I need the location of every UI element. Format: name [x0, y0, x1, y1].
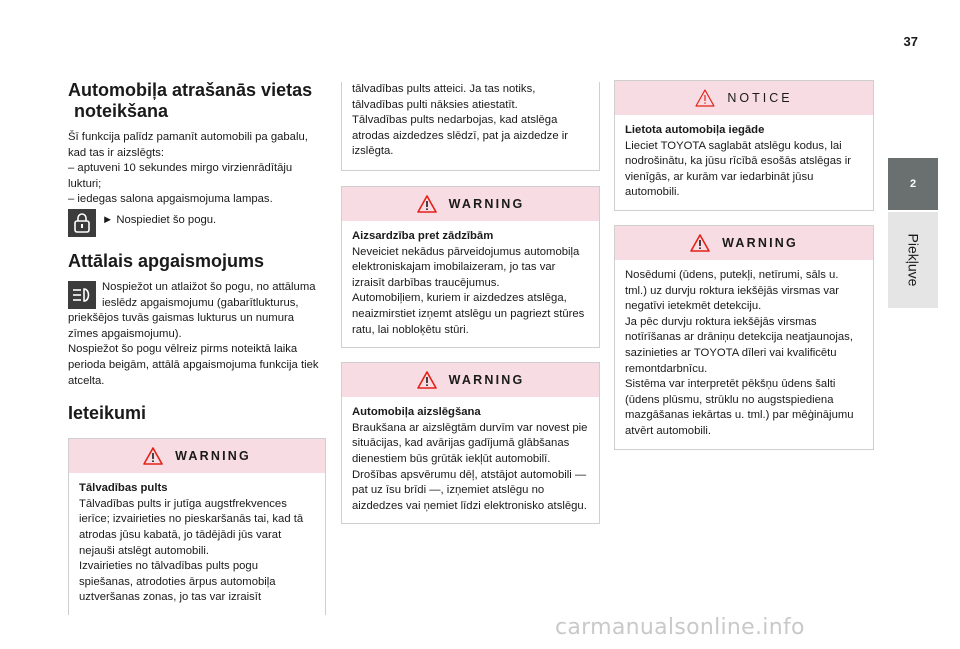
notice-icon — [695, 89, 715, 107]
warning-title: WARNING — [722, 235, 798, 250]
warning-icon — [143, 447, 163, 465]
heading-line-2: noteikšana — [74, 101, 169, 121]
warning-box-remote-continued — [341, 82, 600, 171]
section-heading-remote-lighting: Attālais apgaismojums — [68, 250, 265, 271]
column-2 — [341, 82, 600, 524]
warning-text: Tālvadības pults ir jutīga augstfrekvences ierīce; izvairieties no pieskaršanās tai, kad tā atrodas jūsu kabatā, jo tādējādi jūs varat nejauši atslēgt automobili. — [79, 497, 304, 557]
warning-body — [615, 260, 873, 449]
warning-icon — [417, 371, 437, 389]
warning-text: Tālvadības pults nedarbojas, kad atslēga atrodas aizdedzes slēdzī, pat ja aizdedze ir izslēgta. — [352, 114, 569, 158]
section-heading-recommendations: Ieteikumi — [68, 403, 147, 424]
chapter-tab[interactable]: 2 — [888, 158, 938, 210]
warning-body — [342, 397, 599, 523]
warning-text: Ja pēc durvju roktura iekšējās virsmas notīrīšanas ar drāniņu detekcija neatjaunojas, sazinieties ar TOYOTA dīleri vai kvalificētu remontdarbnīcu. — [625, 315, 853, 375]
notice-body — [615, 115, 873, 210]
headlight-button-icon — [68, 281, 96, 309]
press-instruction — [68, 209, 326, 237]
warning-header — [342, 363, 599, 397]
page-number: 37 — [903, 34, 918, 49]
warning-box-door-handle — [614, 225, 874, 450]
lock-button-icon — [68, 209, 96, 237]
warning-text: Nosēdumi (ūdens, putekļi, netīrumi, sāls u. tml.) uz durvju roktura iekšējās virsmas var negatīvi ietekmēt detekciju. — [625, 268, 840, 313]
notice-title: NOTICE — [727, 91, 793, 105]
warning-body — [342, 221, 599, 347]
warning-text: Drošības apsvērumu dēļ, atstājot automobili — pat uz īsu brīdi —, izņemiet atslēgu no aizdedzes vai ņemiet līdzi elektronisko atslēgu. — [352, 468, 587, 512]
warning-subtitle: Automobiļa aizslēgšana — [352, 406, 481, 419]
warning-title: WARNING — [448, 196, 525, 211]
chapter-label-text: Piekļuve — [905, 233, 922, 287]
warning-icon — [690, 234, 710, 252]
warning-text: Braukšana ar aizslēgtām durvīm var novest pie situācijas, kad avārijas gadījumā glābšanas dienestiem būs grūtāk iekļūt automobilī. — [352, 421, 588, 465]
warning-box-locking — [341, 362, 600, 524]
warning-title: WARNING — [448, 373, 525, 388]
warning-text: Izvairieties no tālvadības pults pogu spiešanas, atrodoties ārpus automobiļa uztveršanas zonas, jo tas var izraisīt — [79, 560, 276, 604]
remote-lighting-block — [68, 280, 326, 389]
notice-subtitle: Lietota automobiļa iegāde — [625, 124, 765, 136]
warning-box-remote — [68, 438, 326, 615]
warning-icon — [417, 195, 437, 213]
intro-text: Šī funkcija palīdz pamanīt automobili pa gabalu, kad tas ir aizslēgts: — [68, 131, 308, 159]
section-heading-vehicle-locating — [68, 80, 326, 122]
press-text: ► Nospiediet šo pogu. — [102, 213, 217, 226]
warning-title: WARNING — [175, 449, 251, 464]
chapter-label — [888, 212, 938, 308]
remote-lighting-cancel-text: Nospiežot šo pogu vēlreiz pirms noteiktā laika perioda beigām, attālā apgaismojuma funkcija tiek atcelta. — [68, 343, 319, 387]
watermark: carmanualsonline.info — [555, 615, 805, 640]
warning-box-antitheft — [341, 186, 600, 348]
notice-text: Lieciet TOYOTA saglabāt atslēgu kodus, lai nodrošinātu, ka jūsu rīcībā esošās atslēgas ir vienīgās, ar kurām var iedarbināt jūsu automobili. — [625, 139, 852, 199]
warning-header — [69, 439, 325, 473]
warning-subtitle: Aizsardzība pret zādzībām — [352, 229, 494, 242]
warning-text: Neveiciet nekādus pārveidojumus automobiļa elektroniskajam imobilaizeram, jo tas var izraisīt darbības traucējumus. — [352, 245, 580, 289]
bullet-item: – iedegas salona apgaismojuma lampas. — [68, 193, 273, 206]
remote-lighting-text: Nospiežot un atlaižot šo pogu, no attāluma ieslēdz apgaismojumu (gabarītlukturus, priekšējos tuvās gaismas lukturus un numura zīmes apgaismojumu). — [68, 280, 316, 340]
warning-text: Automobiļiem, kuriem ir aizdedzes atslēga, neaizmirstiet izņemt atslēgu un pagriezt stūres ratu, lai nobloķētu stūri. — [352, 292, 585, 336]
bullet-item: – aptuveni 10 sekundes mirgo virzienrādītāju lukturi; — [68, 162, 293, 190]
column-3 — [614, 80, 874, 450]
column-1 — [68, 80, 326, 615]
warning-header — [342, 187, 599, 221]
notice-header — [615, 81, 873, 115]
notice-box-used-car — [614, 80, 874, 211]
warning-header — [615, 226, 873, 260]
warning-body — [69, 473, 325, 615]
warning-text: tālvadības pults atteici. Ja tas notiks, tālvadības pulti nāksies atiestatīt. — [352, 83, 536, 111]
heading-line-1: Automobiļa atrašanās vietas — [68, 80, 313, 100]
warning-text: Sistēma var interpretēt pēkšņu ūdens šalti (ūdens plūsmu, strūklu no augstspiediena mazgāšanas iekārtas u. tml.) par mēģinājumu atvērt automobili. — [625, 378, 854, 437]
warning-subtitle: Tālvadības pults — [79, 482, 168, 495]
